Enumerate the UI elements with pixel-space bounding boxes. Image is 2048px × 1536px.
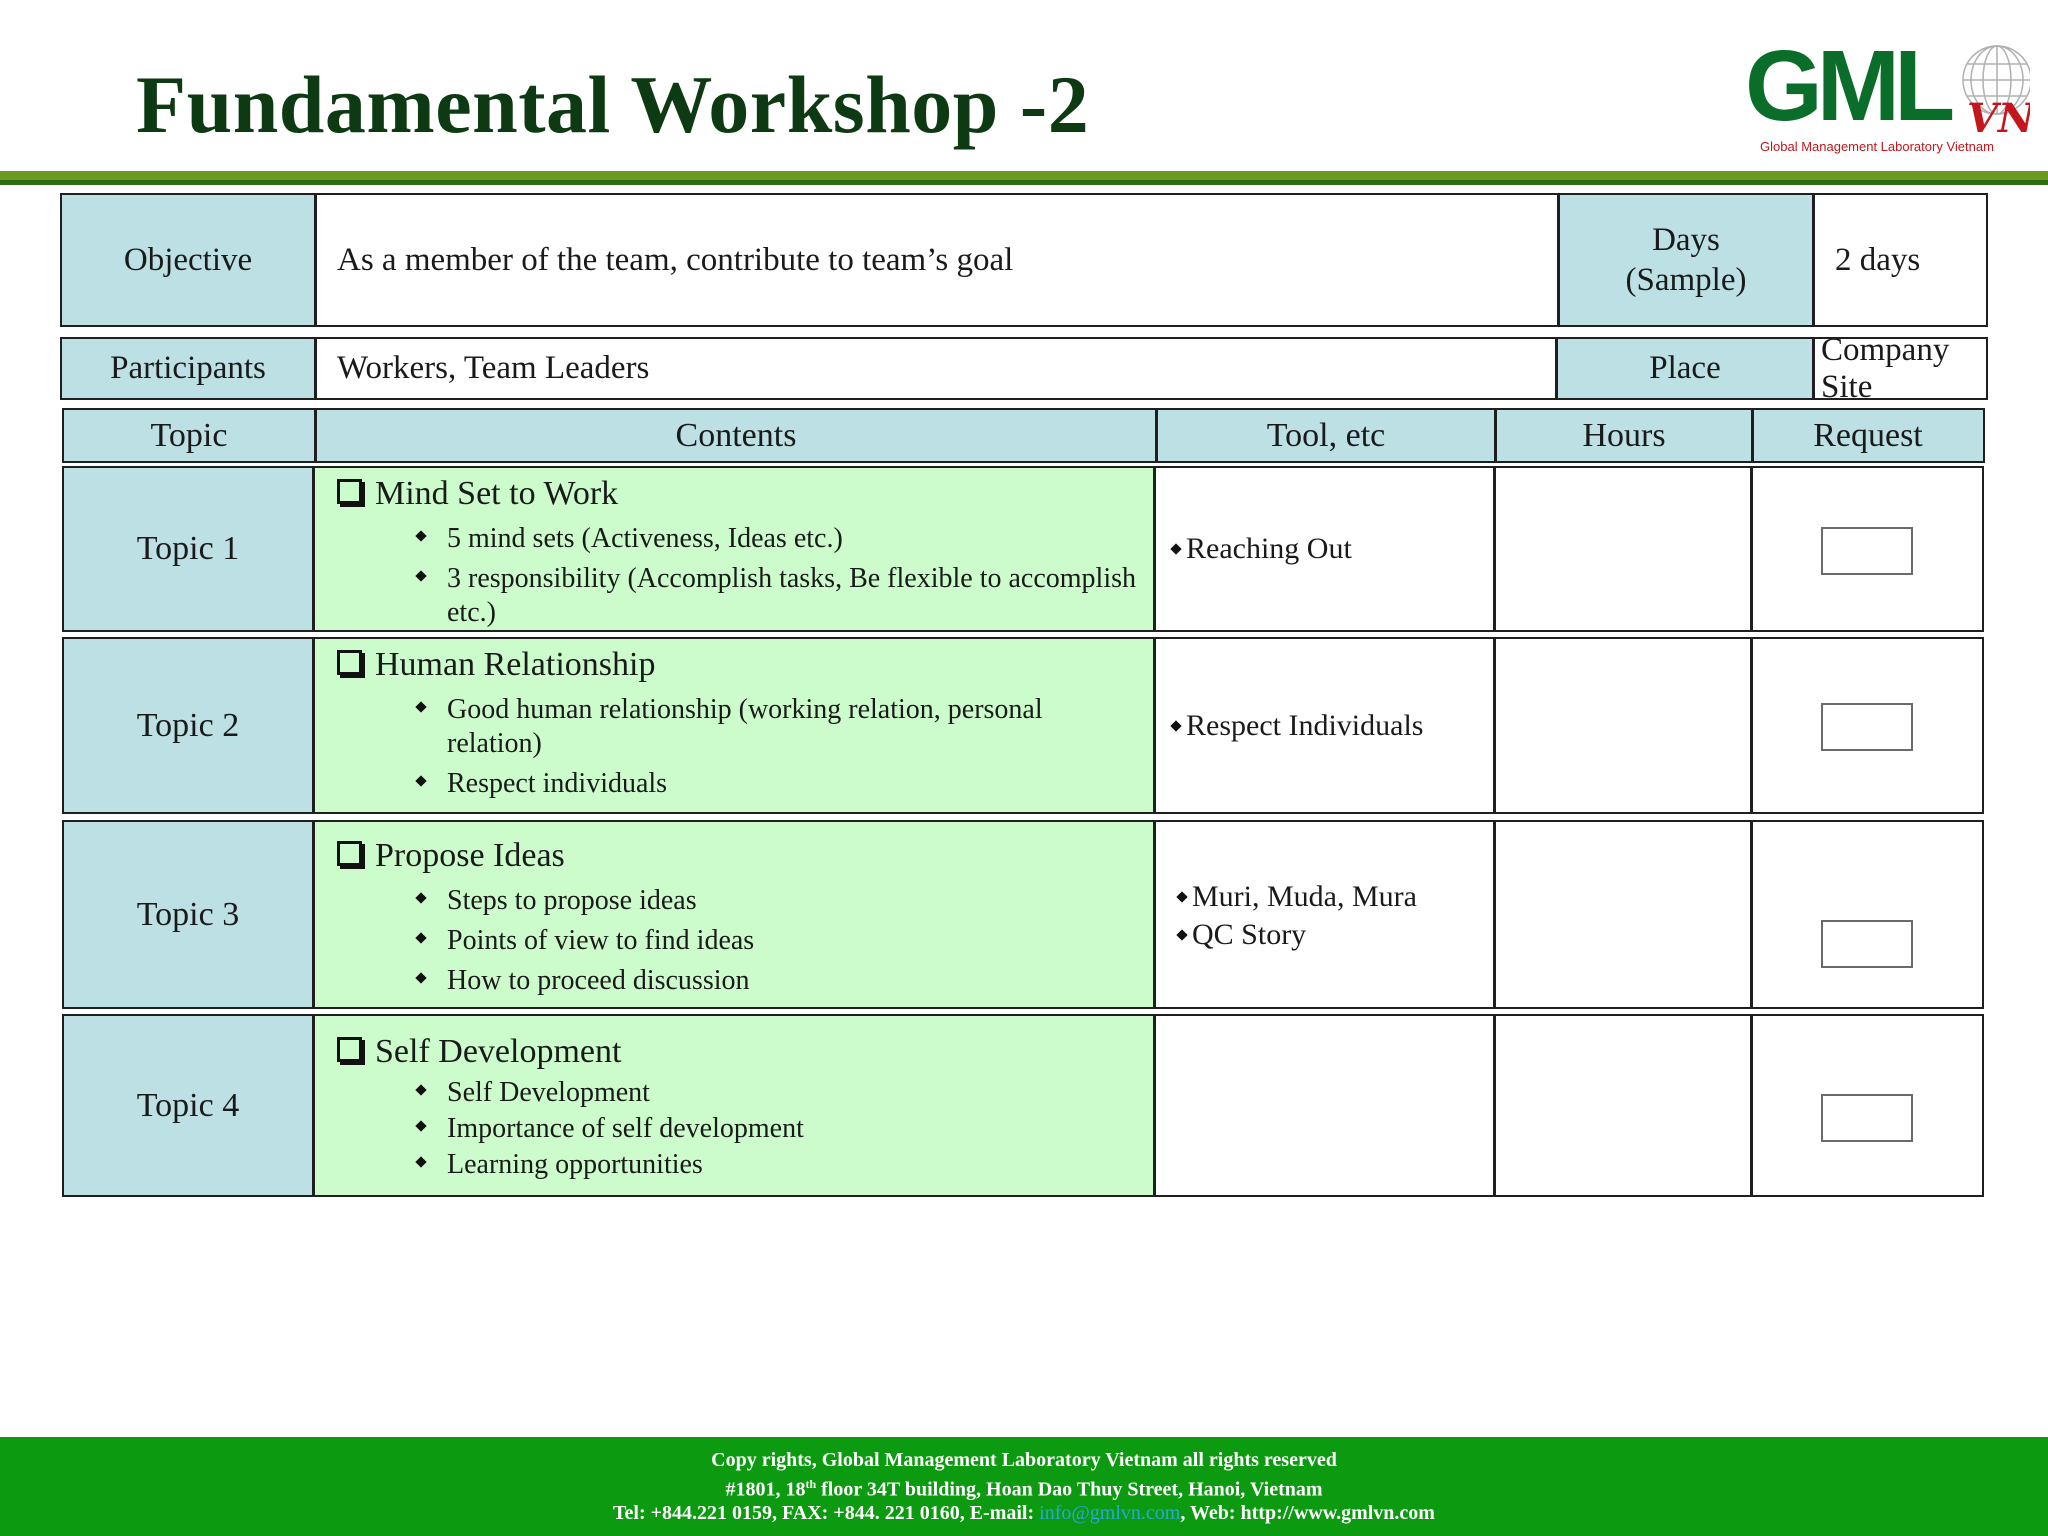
content-cell bbox=[315, 822, 1153, 1007]
hours-cell[interactable] bbox=[1496, 468, 1750, 630]
content-title bbox=[337, 643, 1139, 687]
diamond-bullet-icon bbox=[1176, 929, 1187, 940]
svg-text:GML: GML bbox=[1745, 38, 1950, 142]
request-checkbox[interactable] bbox=[1821, 703, 1913, 751]
place-label: Place bbox=[1558, 339, 1812, 398]
request-checkbox[interactable] bbox=[1821, 527, 1913, 575]
content-title bbox=[337, 472, 1139, 516]
content-bullets bbox=[337, 693, 1139, 801]
request-checkbox[interactable] bbox=[1821, 920, 1913, 968]
svg-text:Global Management Laboratory V: Global Management Laboratory Vietnam bbox=[1760, 139, 1994, 154]
content-title-text: Propose Ideas bbox=[375, 837, 565, 874]
topic-label: Topic 3 bbox=[64, 822, 312, 1007]
content-title bbox=[337, 1030, 1139, 1074]
content-bullets bbox=[337, 1076, 1139, 1182]
objective-row bbox=[60, 193, 1988, 327]
table-row bbox=[62, 637, 1984, 814]
content-title-text: Self Development bbox=[375, 1033, 622, 1070]
list-item: Good human relationship (working relation, personal relation) bbox=[337, 693, 1139, 761]
checkbox-icon bbox=[337, 841, 362, 866]
list-item: Self Development bbox=[337, 1076, 1139, 1110]
content-cell bbox=[315, 639, 1153, 812]
diamond-bullet-icon bbox=[1176, 891, 1187, 902]
diamond-bullet-icon bbox=[415, 701, 426, 712]
gml-logo bbox=[1745, 38, 2030, 156]
list-item: Steps to propose ideas bbox=[337, 884, 1139, 918]
diamond-bullet-icon bbox=[415, 1084, 426, 1095]
footer-address: #1801, 18th floor 34T building, Hoan Dao Thuy Street, Hanoi, Vietnam bbox=[725, 1476, 1323, 1501]
list-item: Respect individuals bbox=[337, 767, 1139, 801]
diamond-bullet-icon bbox=[415, 1120, 426, 1131]
objective-label: Objective bbox=[62, 195, 314, 325]
footer-copyright: Copy rights, Global Management Laboratory Vietnam all rights reserved bbox=[711, 1448, 1337, 1471]
globe-logo-icon bbox=[1745, 38, 2030, 156]
checkbox-icon bbox=[337, 479, 362, 504]
list-item: 5 mind sets (Activeness, Ideas etc.) bbox=[337, 522, 1139, 556]
content-bullets bbox=[337, 884, 1139, 998]
content-cell bbox=[315, 1016, 1153, 1195]
content-bullets bbox=[337, 522, 1139, 630]
diamond-bullet-icon bbox=[1170, 720, 1181, 731]
header-tool: Tool, etc bbox=[1158, 410, 1494, 461]
tool-item: QC Story bbox=[1178, 916, 1493, 954]
objective-value: As a member of the team, contribute to team’s goal bbox=[317, 195, 1557, 325]
header-rule bbox=[0, 171, 2048, 180]
table-header-row bbox=[62, 408, 1985, 463]
place-value: Company Site bbox=[1815, 339, 1985, 398]
participants-row bbox=[60, 331, 1988, 405]
tool-cell bbox=[1156, 1016, 1493, 1195]
list-item: Points of view to find ideas bbox=[337, 924, 1139, 958]
tool-item: Reaching Out bbox=[1172, 530, 1493, 568]
email-link[interactable]: info@gmlvn.com bbox=[1039, 1502, 1181, 1525]
diamond-bullet-icon bbox=[415, 530, 426, 541]
header-contents: Contents bbox=[317, 410, 1155, 461]
hours-cell[interactable] bbox=[1496, 822, 1750, 1007]
checkbox-icon bbox=[337, 650, 362, 675]
page-title: Fundamental Workshop -2 bbox=[136, 59, 1090, 150]
diamond-bullet-icon bbox=[1170, 543, 1181, 554]
content-cell bbox=[315, 468, 1153, 630]
diamond-bullet-icon bbox=[415, 932, 426, 943]
tool-cell bbox=[1156, 822, 1493, 1007]
tool-item: Respect Individuals bbox=[1172, 707, 1493, 745]
header-topic: Topic bbox=[64, 410, 314, 461]
hours-cell[interactable] bbox=[1496, 1016, 1750, 1195]
list-item: Importance of self development bbox=[337, 1112, 1139, 1146]
list-item: How to proceed discussion bbox=[337, 964, 1139, 998]
list-item: Learning opportunities bbox=[337, 1148, 1139, 1182]
topic-label: Topic 1 bbox=[64, 468, 312, 630]
content-title-text: Human Relationship bbox=[375, 646, 656, 683]
diamond-bullet-icon bbox=[415, 570, 426, 581]
svg-text:VN: VN bbox=[1967, 95, 2030, 142]
header-rule-dark bbox=[0, 180, 2048, 185]
tool-item: Muri, Muda, Mura bbox=[1178, 878, 1493, 916]
footer bbox=[0, 1437, 2048, 1536]
request-checkbox[interactable] bbox=[1821, 1094, 1913, 1142]
checkbox-icon bbox=[337, 1037, 362, 1062]
content-title-text: Mind Set to Work bbox=[375, 475, 619, 512]
tool-cell bbox=[1156, 639, 1493, 812]
days-label bbox=[1560, 195, 1812, 325]
diamond-bullet-icon bbox=[415, 892, 426, 903]
table-row bbox=[62, 466, 1984, 632]
content-title bbox=[337, 834, 1139, 878]
footer-contact: Tel: +844.221 0159, FAX: +844. 221 0160, E-mail: info@gmlvn.com, Web: http://www.gmlvn.com bbox=[613, 1502, 1435, 1525]
table-row bbox=[62, 820, 1984, 1009]
header-hours: Hours bbox=[1497, 410, 1751, 461]
days-value: 2 days bbox=[1815, 195, 1985, 325]
header-request: Request bbox=[1754, 410, 1982, 461]
participants-value: Workers, Team Leaders bbox=[317, 339, 1555, 398]
diamond-bullet-icon bbox=[415, 1156, 426, 1167]
days-label-line1: Days bbox=[1652, 222, 1720, 258]
participants-label: Participants bbox=[62, 339, 314, 398]
hours-cell[interactable] bbox=[1496, 639, 1750, 812]
table-row bbox=[62, 1014, 1984, 1197]
tool-cell bbox=[1156, 468, 1493, 630]
topic-label: Topic 4 bbox=[64, 1016, 312, 1195]
diamond-bullet-icon bbox=[415, 775, 426, 786]
days-label-line2: (Sample) bbox=[1625, 262, 1747, 298]
diamond-bullet-icon bbox=[415, 972, 426, 983]
topic-label: Topic 2 bbox=[64, 639, 312, 812]
list-item: 3 responsibility (Accomplish tasks, Be flexible to accomplish etc.) bbox=[337, 562, 1139, 630]
